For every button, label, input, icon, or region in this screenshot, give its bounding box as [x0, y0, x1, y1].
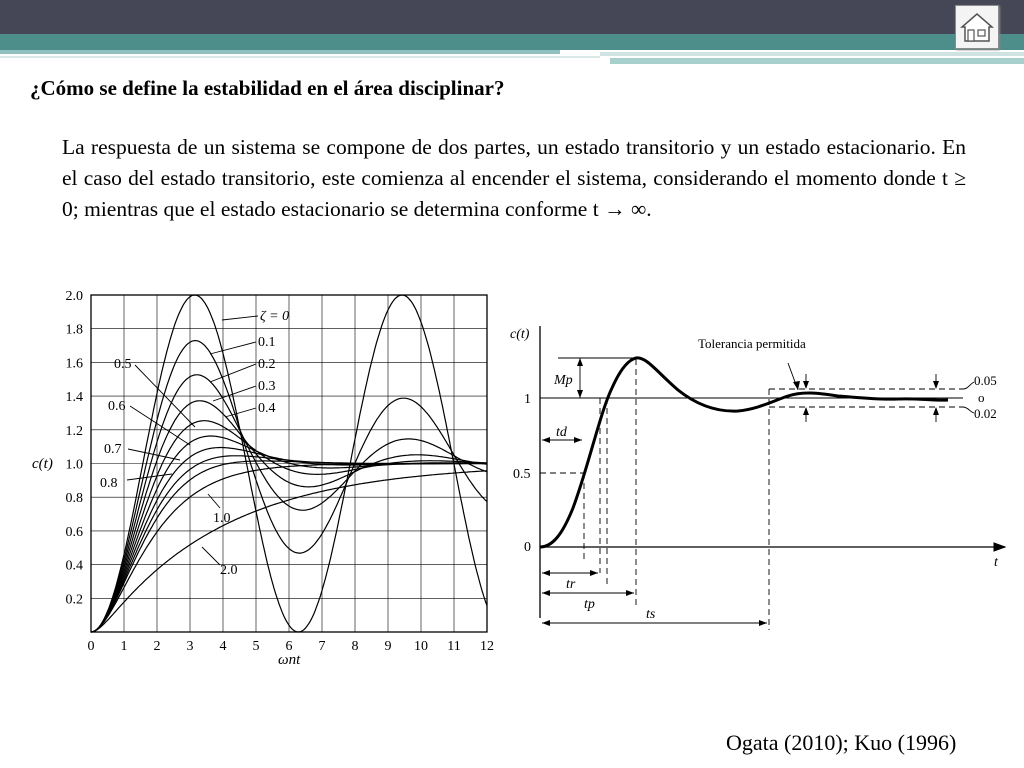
- x-tick-label: 3: [186, 639, 194, 654]
- y-axis-label: c(t): [32, 456, 53, 472]
- transient-spec-chart: [508, 318, 1008, 638]
- y-axis-label: c(t): [510, 327, 530, 342]
- tolerance-label: Tolerancia permitida: [698, 336, 806, 351]
- x-tick-label: 1: [120, 639, 128, 654]
- home-icon: [956, 6, 998, 48]
- slide-heading: ¿Cómo se define la estabilidad en el área disciplinar?: [30, 76, 505, 100]
- zeta-label-0: ζ = 0: [260, 309, 290, 324]
- y-tick-label: 1.4: [65, 390, 83, 406]
- step-response-curve: [540, 358, 948, 547]
- ts-label: ts: [646, 607, 656, 622]
- tr-label: tr: [566, 577, 576, 592]
- tolerance-value-a: 0.05: [974, 373, 997, 388]
- y-tick-label: 1.8: [65, 322, 83, 338]
- x-tick-label: 2: [153, 639, 161, 654]
- zeta-label-0.3: 0.3: [258, 379, 276, 394]
- y-tick-label: 0.2: [65, 592, 83, 608]
- zeta-label-0.8: 0.8: [100, 476, 118, 491]
- y-tick-label: 1.0: [65, 457, 83, 473]
- y-tick-1: 1: [524, 392, 531, 407]
- tol-leader-b: [963, 407, 974, 413]
- x-axis-arrow: [994, 543, 1005, 551]
- x-tick-label: 8: [351, 639, 359, 654]
- header-stripe-pale: [600, 52, 1024, 56]
- header-stripe-accent: [610, 58, 1024, 64]
- x-tick-label: 12: [480, 639, 494, 654]
- y-tick-0: 0: [524, 540, 531, 555]
- y-tick-label: 0.4: [65, 558, 83, 574]
- axis-ticks: [66, 289, 495, 654]
- mp-label: Mp: [554, 373, 573, 388]
- td-label: td: [556, 425, 567, 440]
- x-tick-label: 11: [447, 639, 461, 654]
- zeta-label-0.7: 0.7: [104, 442, 122, 457]
- y-tick-label: 2.0: [65, 289, 83, 304]
- zeta-label-0.2: 0.2: [258, 357, 276, 372]
- zeta-label-2.0: 2.0: [220, 563, 238, 578]
- zeta-label-1.0: 1.0: [213, 511, 231, 526]
- zeta-label-0.4: 0.4: [258, 401, 276, 416]
- y-tick-label: 0.6: [65, 524, 83, 540]
- y-tick-label: 1.2: [65, 423, 83, 439]
- tol-leader-a: [963, 382, 974, 389]
- tp-label: tp: [584, 597, 595, 612]
- zeta-label-0.1: 0.1: [258, 335, 276, 350]
- x-axis-label: t: [994, 555, 998, 570]
- y-tick-label: 1.6: [65, 356, 83, 372]
- header-stripe-light: [0, 50, 560, 54]
- tolerance-value-b: 0.02: [974, 406, 997, 421]
- x-tick-label: 5: [252, 639, 260, 654]
- top-bar: [0, 0, 1024, 34]
- x-tick-label: 0: [87, 639, 95, 654]
- header-stripe: [0, 34, 1024, 50]
- zeta-label-0.5: 0.5: [114, 357, 132, 372]
- zeta-label-0.6: 0.6: [108, 399, 126, 414]
- citation: Ogata (2010); Kuo (1996): [726, 730, 957, 755]
- x-tick-label: 7: [318, 639, 326, 654]
- home-button[interactable]: [955, 5, 999, 49]
- x-tick-label: 6: [285, 639, 293, 654]
- x-axis-label: ωnt: [278, 652, 301, 668]
- tolerance-or: o: [978, 390, 985, 405]
- x-tick-label: 4: [219, 639, 227, 654]
- x-tick-label: 10: [414, 639, 428, 654]
- x-tick-label: 9: [384, 639, 392, 654]
- header-stripe-thin: [0, 56, 600, 58]
- y-tick-label: 0.8: [65, 491, 83, 507]
- damping-response-chart: [30, 282, 500, 672]
- slide-body-text: La respuesta de un sistema se compone de dos partes, un estado transitorio y un estado estacionario. En el caso del estado transitorio, este comienza al encender el sistema, considerando el momento donde t ≥ 0; mientras que el estado estacionario se determina conforme t → ∞.: [62, 135, 966, 221]
- y-tick-0.5: 0.5: [513, 467, 531, 482]
